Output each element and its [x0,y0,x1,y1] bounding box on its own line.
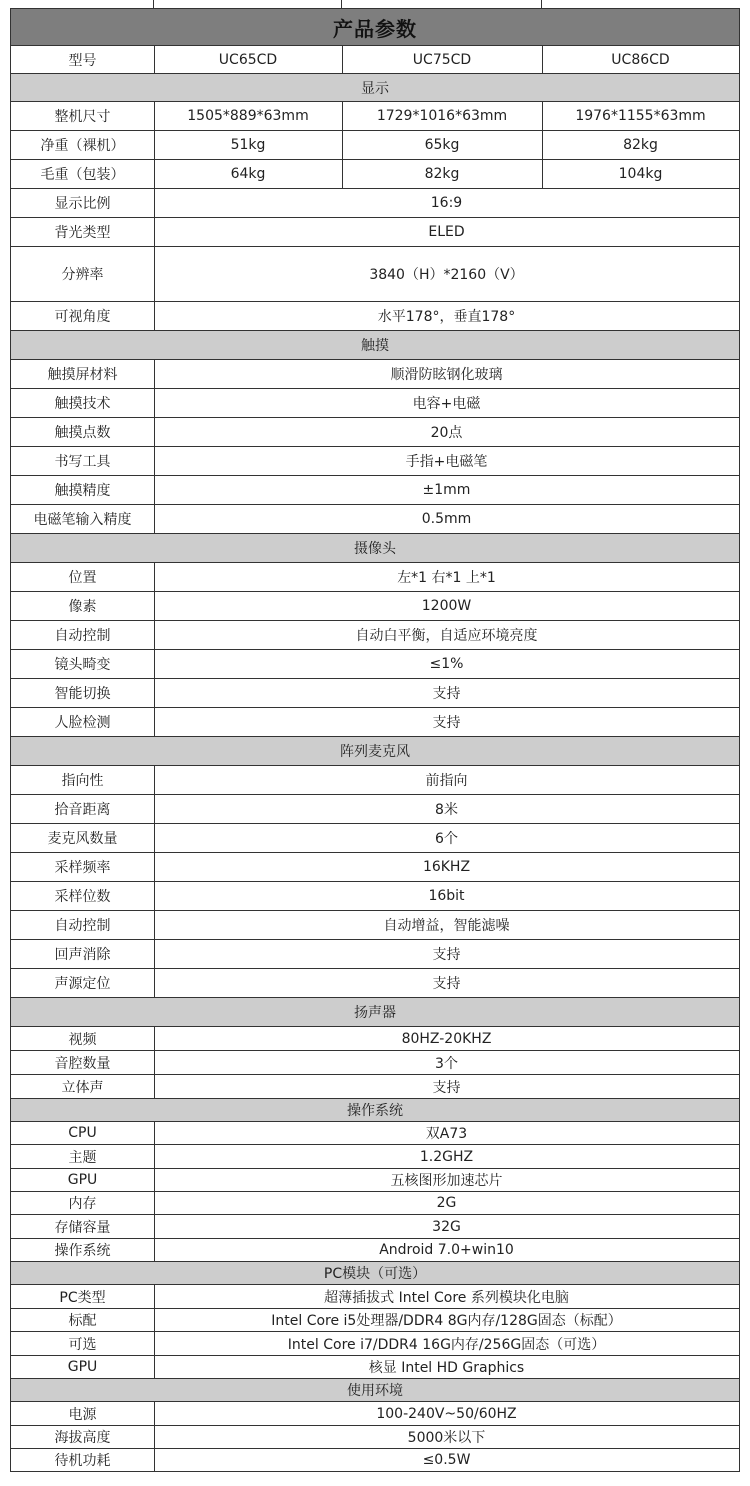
table-row [10,563,740,592]
row-label: 显示比例 [11,189,155,217]
table-row [10,218,740,247]
table-row [10,302,740,331]
row-label: 触摸精度 [11,476,155,504]
row-label: 操作系统 [11,1239,155,1261]
table-row [10,102,740,131]
table-row [10,1075,740,1099]
table-row [10,795,740,824]
row-label: 电源 [11,1402,155,1425]
table-row [10,189,740,218]
top-divider [341,0,342,8]
table-row [10,1215,740,1239]
row-label: 音腔数量 [11,1051,155,1074]
row-value: 自动白平衡，自适应环境亮度 [355,628,538,644]
row-value: 65kg [342,131,543,159]
table-row [10,650,740,679]
row-value: 16bit [428,888,465,904]
row-value: 16KHZ [422,859,471,875]
row-label: 拾音距离 [11,795,155,823]
row-value: 五核图形加速芯片 [390,1173,503,1189]
row-label: 回声消除 [11,940,155,968]
row-label: 电磁笔输入精度 [11,505,155,533]
row-label: 书写工具 [11,447,155,475]
row-value: 手指+电磁笔 [405,454,488,470]
row-label: 声源定位 [11,969,155,997]
section-title: 显示 [361,80,389,97]
row-value: 3840（H）*2160（V） [369,267,524,283]
table-row [10,1192,740,1215]
row-value: 1976*1155*63mm [575,108,706,124]
row-label: PC类型 [11,1285,155,1308]
table-row [10,766,740,795]
spec-table [10,0,740,1486]
section-header [10,534,740,563]
row-value: UC86CD [611,51,670,68]
row-label: 触摸技术 [11,389,155,417]
row-label: 立体声 [11,1075,155,1098]
section-header [10,1262,740,1285]
row-value: UC75CD [342,46,543,73]
section-header [10,737,740,766]
row-value: 104kg [618,166,663,182]
row-label: 采样频率 [11,853,155,881]
row-value: 5000米以下 [407,1430,486,1446]
row-value: ≤0.5W [422,1452,471,1468]
section-title: 扬声器 [354,1005,396,1021]
table-row [10,708,740,737]
row-label: 镜头畸变 [11,650,155,678]
table-row [10,447,740,476]
table-row [10,418,740,447]
row-value: 电容+电磁 [412,396,481,412]
section-header [10,1099,740,1122]
section-header [10,998,740,1027]
row-label: 触摸屏材料 [11,360,155,388]
row-label: 海拔高度 [11,1426,155,1448]
table-row [10,1239,740,1262]
table-row [10,1027,740,1051]
table-row [10,476,740,505]
table-row [10,911,740,940]
table-row [10,592,740,621]
row-value: 超薄插拔式 Intel Core 系列模块化电脑 [324,1289,569,1306]
row-label: GPU [11,1356,155,1378]
row-label: 型号 [11,46,155,73]
row-label: CPU [11,1122,155,1144]
table-row [10,940,740,969]
row-value: 1.2GHZ [419,1148,474,1165]
table-row [10,1402,740,1426]
section-title: 摄像头 [354,541,396,557]
table-row [10,1122,740,1145]
row-value: 支持 [432,715,461,731]
table-row [10,46,740,74]
section-header [10,1379,740,1402]
row-value: 双A73 [425,1126,468,1142]
row-value: 82kg [623,137,658,153]
row-value: 顺滑防眩钢化玻璃 [390,367,503,383]
table-row [10,853,740,882]
row-label: GPU [11,1169,155,1191]
table-title: 产品参数 [10,8,740,46]
row-value: 6个 [435,831,458,847]
table-row [10,1449,740,1472]
row-label: 可选 [11,1332,155,1355]
section-title: PC模块（可选） [323,1266,427,1282]
section-header [10,331,740,360]
row-value: 支持 [432,686,461,702]
row-value: 1729*1016*63mm [342,102,543,130]
row-label: 内存 [11,1192,155,1214]
table-row [10,131,740,160]
table-row [10,882,740,911]
table-row [10,679,740,708]
row-value: ELED [428,224,465,240]
row-label: 背光类型 [11,218,155,246]
table-row [10,1285,740,1309]
table-row [10,160,740,189]
row-value: 20点 [430,425,463,441]
row-value: 2G [436,1195,457,1211]
table-row [10,1356,740,1379]
table-row [10,360,740,389]
row-label: 位置 [11,563,155,591]
row-value: 0.5mm [421,511,472,527]
row-value: ±1mm [422,482,471,498]
row-label: 自动控制 [11,911,155,939]
row-value: 核显 Intel HD Graphics [368,1360,525,1376]
row-value: 3个 [435,1055,458,1072]
row-value: 前指向 [425,773,468,789]
table-row [10,1145,740,1169]
row-value: Android 7.0+win10 [379,1242,514,1258]
table-row [10,1426,740,1449]
row-label: 智能切换 [11,679,155,707]
row-value: 支持 [432,976,461,992]
section-title: 操作系统 [347,1103,403,1119]
row-value: 16:9 [430,195,463,211]
row-value: 51kg [154,131,343,159]
row-label: 存储容量 [11,1215,155,1238]
row-label: 自动控制 [11,621,155,649]
row-value: 水平178°，垂直178° [377,309,516,325]
top-divider [541,0,542,8]
row-label: 人脸检测 [11,708,155,736]
section-title: 阵列麦克风 [340,744,410,760]
row-value: 80HZ-20KHZ [401,1030,492,1047]
row-value: 自动增益，智能滤噪 [383,918,510,934]
row-value: 82kg [342,160,543,188]
row-value: 64kg [154,160,343,188]
row-label: 分辨率 [11,247,155,301]
row-label: 像素 [11,592,155,620]
row-label: 视频 [11,1027,155,1050]
table-row [10,389,740,418]
row-value: 100-240V~50/60HZ [376,1405,517,1422]
row-label: 主题 [11,1145,155,1168]
row-value: 支持 [432,947,461,963]
row-label: 采样位数 [11,882,155,910]
table-row [10,247,740,302]
section-title: 使用环境 [347,1383,403,1399]
table-row [10,505,740,534]
table-row [10,1309,740,1332]
top-divider [153,0,154,8]
section-header [10,74,740,102]
row-value: Intel Core i7/DDR4 16G内存/256G固态（可选） [287,1336,606,1353]
row-value: UC65CD [154,46,343,73]
row-label: 整机尺寸 [11,102,155,130]
row-value: 8米 [435,802,458,818]
row-label: 指向性 [11,766,155,794]
row-label: 净重（裸机） [11,131,155,159]
row-value: ≤1% [429,656,464,672]
table-row [10,969,740,998]
table-row [10,621,740,650]
row-label: 触摸点数 [11,418,155,446]
row-label: 麦克风数量 [11,824,155,852]
row-value: 32G [432,1218,461,1235]
row-value: 1200W [421,598,472,614]
row-label: 可视角度 [11,302,155,330]
row-label: 毛重（包装） [11,160,155,188]
table-row [10,824,740,853]
row-value: 支持 [432,1079,461,1096]
table-row [10,1169,740,1192]
row-value: 1505*889*63mm [154,102,343,130]
row-label: 标配 [11,1309,155,1331]
row-value: Intel Core i5处理器/DDR4 8G内存/128G固态（标配） [271,1313,622,1329]
row-value: 左*1 右*1 上*1 [397,570,496,586]
section-title: 触摸 [361,338,389,354]
row-label: 待机功耗 [11,1449,155,1471]
table-row [10,1332,740,1356]
table-row [10,1051,740,1075]
